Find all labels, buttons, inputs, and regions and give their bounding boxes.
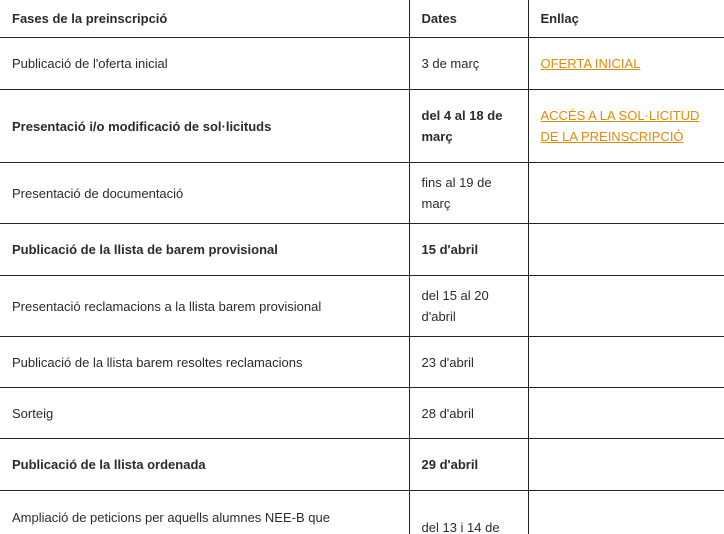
phase-cell: Sorteig bbox=[0, 388, 409, 439]
oferta-inicial-link[interactable]: OFERTA INICIAL bbox=[540, 56, 641, 71]
link-cell bbox=[528, 439, 724, 491]
phase-cell: Presentació reclamacions a la llista barem provisional bbox=[0, 276, 409, 337]
table-row bbox=[0, 337, 724, 388]
date-cell: fins al 19 de març bbox=[409, 163, 528, 224]
phase-cell: Publicació de la llista ordenada bbox=[0, 439, 409, 491]
phase-cell: Publicació de la llista barem resoltes reclamacions bbox=[0, 337, 409, 388]
table-row bbox=[0, 388, 724, 439]
header-phases: Fases de la preinscripció bbox=[0, 0, 409, 38]
date-cell: 29 d'abril bbox=[409, 439, 528, 491]
phase-cell: Presentació i/o modificació de sol·licituds bbox=[0, 90, 409, 163]
table-row bbox=[0, 439, 724, 491]
date-cell: del 15 al 20 d'abril bbox=[409, 276, 528, 337]
link-cell bbox=[528, 337, 724, 388]
link-cell bbox=[528, 388, 724, 439]
table-header-row bbox=[0, 0, 724, 38]
table-row bbox=[0, 224, 724, 276]
phase-cell: Publicació de l'oferta inicial bbox=[0, 38, 409, 90]
link-cell bbox=[528, 38, 724, 90]
date-cell: del 4 al 18 de març bbox=[409, 90, 528, 163]
phase-cell: Presentació de documentació bbox=[0, 163, 409, 224]
header-dates: Dates bbox=[409, 0, 528, 38]
date-cell: 3 de març bbox=[409, 38, 528, 90]
link-cell bbox=[528, 224, 724, 276]
phase-cell: Ampliació de peticions per aquells alumnes NEE-B que bbox=[0, 491, 409, 534]
date-cell: 23 d'abril bbox=[409, 337, 528, 388]
table-row bbox=[0, 163, 724, 224]
link-cell bbox=[528, 163, 724, 224]
table-row bbox=[0, 491, 724, 534]
preinscription-application-link[interactable]: ACCÉS A LA SOL·LICITUD DE LA PREINSCRIPCIÓ bbox=[540, 108, 700, 144]
link-cell bbox=[528, 276, 724, 337]
table-row bbox=[0, 276, 724, 337]
date-cell: del 13 i 14 de bbox=[409, 491, 528, 534]
date-cell: 28 d'abril bbox=[409, 388, 528, 439]
link-cell bbox=[528, 90, 724, 163]
table-row bbox=[0, 90, 724, 163]
date-cell: 15 d'abril bbox=[409, 224, 528, 276]
link-cell bbox=[528, 491, 724, 534]
phase-cell: Publicació de la llista de barem provisional bbox=[0, 224, 409, 276]
table-row bbox=[0, 38, 724, 90]
header-link: Enllaç bbox=[528, 0, 724, 38]
